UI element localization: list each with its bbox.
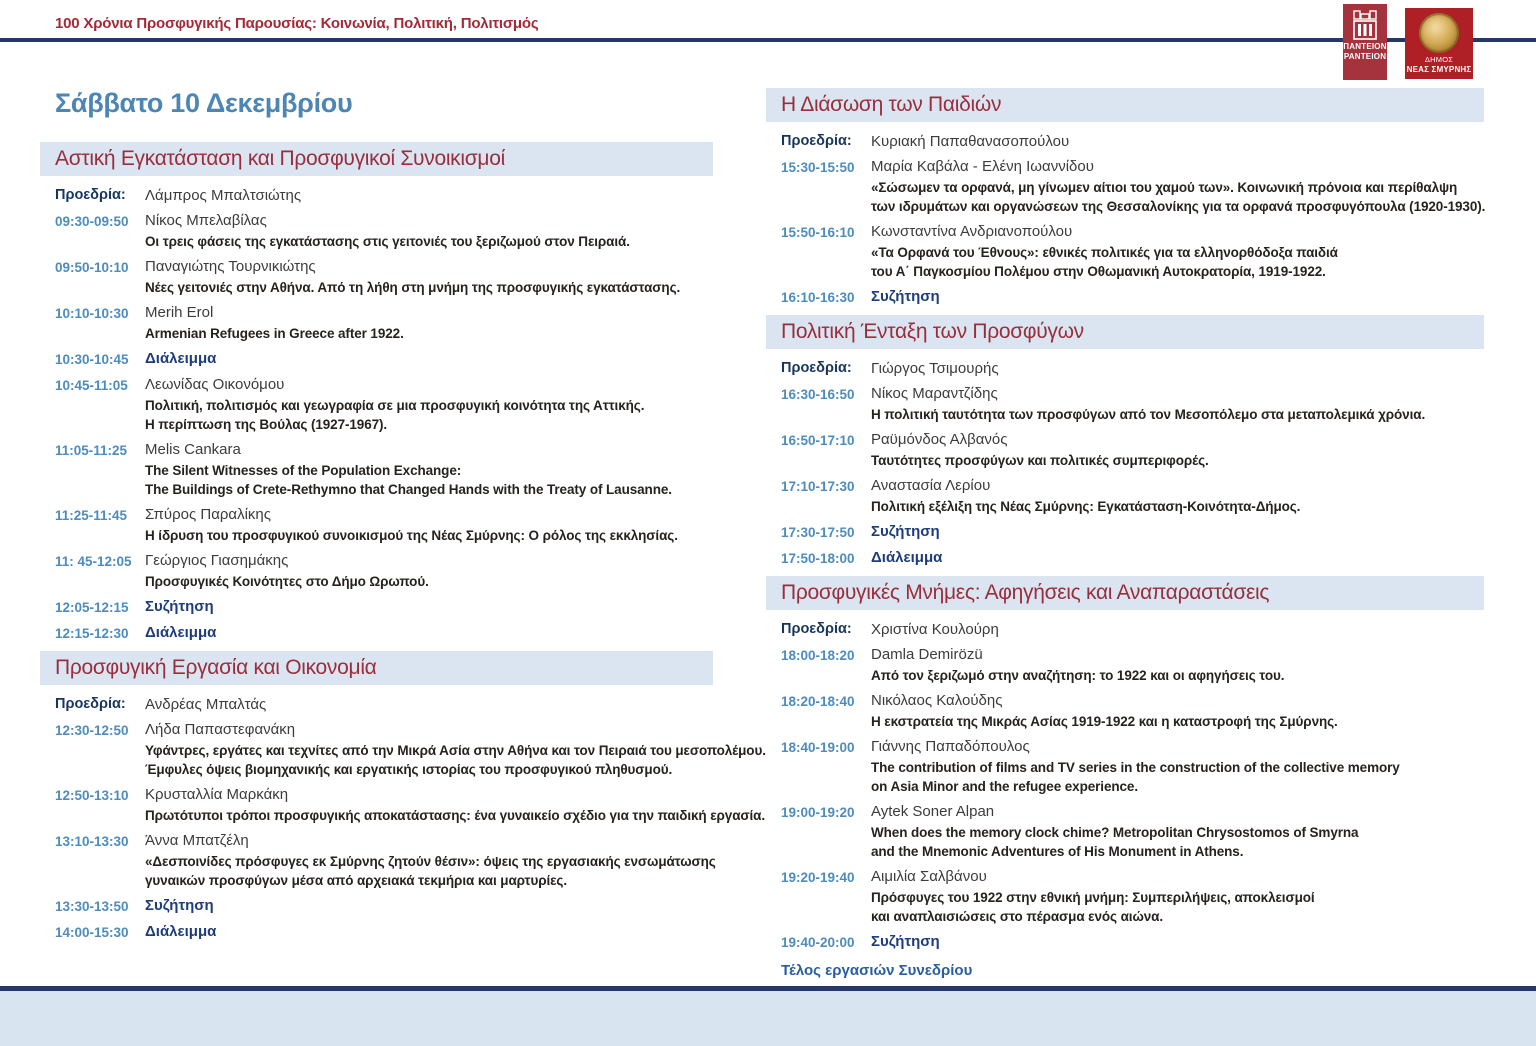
talk-item xyxy=(55,720,766,779)
talk-row xyxy=(781,430,1484,450)
break-time: 17:30-17:50 xyxy=(781,525,855,540)
section-items xyxy=(766,645,1484,952)
talk-title-line: του Α΄ Παγκοσμίου Πολέμου στην Οθωμανική Αυτοκρατορία, 1919-1922. xyxy=(871,264,1326,279)
talk-title-line: Πολιτική, πολιτισμός και γεωγραφία σε μια προσφυγική κοινότητα της Αττικής. xyxy=(145,398,645,413)
talk-titles xyxy=(871,497,1484,516)
talk-title-line: Ταυτότητες προσφύγων και πολιτικές συμπεριφορές. xyxy=(871,453,1209,468)
section-items xyxy=(40,211,713,643)
talk-title-line: Πρόσφυγες του 1922 στην εθνική μνήμη: Συμπεριλήψεις, αποκλεισμοί xyxy=(871,890,1315,905)
talk-titles xyxy=(871,823,1484,861)
break-row xyxy=(55,349,713,369)
talk-row xyxy=(55,257,713,277)
program-column-left xyxy=(40,88,766,950)
talk-title-line: γυναικών προσφύγων μέσα από αρχειακά τεκμήρια και μαρτυρίες. xyxy=(145,873,567,888)
talk-time: 16:30-16:50 xyxy=(781,387,855,402)
chair-label: Προεδρία: xyxy=(55,187,126,203)
talk-titles xyxy=(145,232,713,251)
talk-title-line: and the Mnemonic Adventures of His Monument in Athens. xyxy=(871,844,1244,859)
talk-titles xyxy=(145,461,713,499)
talk-title-line: Οι τρεις φάσεις της εγκατάστασης στις γειτονιές του ξεριζωμού στον Πειραιά. xyxy=(145,234,630,249)
speaker-name: Κωνσταντίνα Ανδριανοπούλου xyxy=(871,223,1073,240)
talk-item xyxy=(781,222,1484,281)
talk-titles xyxy=(871,405,1484,424)
talk-title-line: The contribution of films and TV series in the construction of the collective memory xyxy=(871,760,1400,775)
talk-row xyxy=(55,505,713,525)
talk-titles xyxy=(145,526,713,545)
talk-titles xyxy=(145,741,766,779)
break-row xyxy=(55,896,713,916)
talk-time: 11:05-11:25 xyxy=(55,443,128,458)
sections-left xyxy=(40,142,766,942)
talk-title-line: «Σώσωμεν τα ορφανά, μη γίνωμεν αίτιοι του χαμού των». Κοινωνική πρόνοια και περίθαλψη xyxy=(871,180,1458,195)
talk-titles xyxy=(145,278,713,297)
talk-row xyxy=(55,785,713,805)
break-item xyxy=(55,597,713,617)
talk-title-line: και αναπλαισιώσεις στο πέρασμα ενός αιώνα. xyxy=(871,909,1164,924)
talk-title-line: Η περίπτωση της Βούλας (1927-1967). xyxy=(145,417,388,432)
program-column-right xyxy=(766,88,1484,979)
talk-title-line: Νέες γειτονιές στην Αθήνα. Από τη λήθη στη μνήμη της προσφυγικής εγκατάστασης. xyxy=(145,280,681,295)
talk-time: 11:25-11:45 xyxy=(55,508,128,523)
chair-row xyxy=(55,186,713,205)
break-label: Συζήτηση xyxy=(871,523,940,540)
chair-row xyxy=(781,132,1484,151)
section-title: Προσφυγικές Μνήμες: Αφηγήσεις και Αναπαραστάσεις xyxy=(781,581,1270,604)
sections-right xyxy=(766,88,1484,952)
speaker-name: Λεωνίδας Οικονόμου xyxy=(145,376,285,393)
talk-row xyxy=(781,384,1484,404)
talk-item xyxy=(55,211,713,251)
break-label: Διάλειμμα xyxy=(145,923,217,940)
speaker-name: Νικόλαος Καλούδης xyxy=(871,692,1003,709)
chair-row xyxy=(781,620,1484,639)
speaker-name: Κρυσταλλία Μαρκάκη xyxy=(145,786,289,803)
program-section xyxy=(40,142,713,643)
talk-row xyxy=(781,691,1484,711)
speaker-name: Νίκος Μαραντζίδης xyxy=(871,385,998,402)
section-header-band xyxy=(766,576,1484,610)
talk-title-line: Από τον ξεριζωμό στην αναζήτηση: το 1922 και οι αφηγήσεις του. xyxy=(871,668,1285,683)
break-time: 12:15-12:30 xyxy=(55,626,129,641)
talk-time: 09:30-09:50 xyxy=(55,214,129,229)
section-title: Προσφυγική Εργασία και Οικονομία xyxy=(55,656,377,679)
break-label: Διάλειμμα xyxy=(145,624,217,641)
talk-title-line: «Τα Ορφανά του Έθνους»: εθνικές πολιτικές για τα ελληνορθόδοξα παιδιά xyxy=(871,245,1338,260)
talk-title-line: When does the memory clock chime? Metropolitan Chrysostomos of Smyrna xyxy=(871,825,1359,840)
chair-label: Προεδρία: xyxy=(781,360,852,376)
talk-time: 18:00-18:20 xyxy=(781,648,855,663)
header-rule xyxy=(0,38,1536,42)
talk-title-line: The Silent Witnesses of the Population Exchange: xyxy=(145,463,462,478)
talk-titles xyxy=(145,396,713,434)
program-section xyxy=(766,576,1484,952)
talk-titles xyxy=(145,324,713,343)
section-items xyxy=(766,157,1484,307)
talk-title-line: Υφάντρες, εργάτες και τεχνίτες από την Μικρά Ασία στην Αθήνα και τον Πειραιά του μεσοπολέμου. xyxy=(145,743,766,758)
break-label: Διάλειμμα xyxy=(145,350,217,367)
speaker-name: Damla Demirözü xyxy=(871,646,983,663)
speaker-name: Melis Cankara xyxy=(145,441,241,458)
speaker-name: Γεώργιος Γιασημάκης xyxy=(145,552,289,569)
speaker-name: Παναγιώτης Τουρνικιώτης xyxy=(145,258,316,275)
talk-row xyxy=(55,303,713,323)
break-row xyxy=(781,548,1484,568)
break-time: 16:10-16:30 xyxy=(781,290,855,305)
neas-smyrnis-seal-icon xyxy=(1419,13,1459,53)
talk-item xyxy=(55,831,716,890)
talk-time: 19:20-19:40 xyxy=(781,870,855,885)
talk-titles xyxy=(145,852,716,890)
break-item xyxy=(781,548,1484,568)
chair-row xyxy=(781,359,1484,378)
speaker-name: Αιμιλία Σαλβάνου xyxy=(871,868,987,885)
talk-time: 12:30-12:50 xyxy=(55,723,129,738)
section-title: Πολιτική Ένταξη των Προσφύγων xyxy=(781,320,1084,343)
break-time: 13:30-13:50 xyxy=(55,899,129,914)
break-row xyxy=(781,932,1484,952)
talk-item xyxy=(55,505,713,545)
talk-row xyxy=(781,867,1484,887)
break-row xyxy=(781,522,1484,542)
talk-time: 18:20-18:40 xyxy=(781,694,855,709)
speaker-name: Αναστασία Λερίου xyxy=(871,477,991,494)
break-label: Συζήτηση xyxy=(145,897,214,914)
talk-title-line: Η ίδρυση του προσφυγικού συνοικισμού της Νέας Σμύρνης: Ο ρόλος της εκκλησίας. xyxy=(145,528,678,543)
speaker-name: Άννα Μπατζέλη xyxy=(145,832,249,849)
break-label: Συζήτηση xyxy=(871,933,940,950)
panteion-building-icon xyxy=(1352,10,1378,40)
break-row xyxy=(55,597,713,617)
talk-row xyxy=(781,737,1484,757)
speaker-name: Λήδα Παπαστεφανάκη xyxy=(145,721,296,738)
talk-titles xyxy=(871,888,1484,926)
section-title: Η Διάσωση των Παιδιών xyxy=(781,93,1002,116)
talk-item xyxy=(55,551,713,591)
talk-time: 17:10-17:30 xyxy=(781,479,855,494)
talk-titles xyxy=(145,572,713,591)
speaker-name: Νίκος Μπελαβίλας xyxy=(145,212,267,229)
break-row xyxy=(55,623,713,643)
speaker-name: Μαρία Καβάλα - Ελένη Ιωαννίδου xyxy=(871,158,1094,175)
break-time: 14:00-15:30 xyxy=(55,925,129,940)
program-section xyxy=(766,88,1484,307)
talk-title-line: Armenian Refugees in Greece after 1922. xyxy=(145,326,404,341)
talk-time: 10:45-11:05 xyxy=(55,378,128,393)
chair-name: Λάμπρος Μπαλτσιώτης xyxy=(145,187,302,204)
talk-time: 13:10-13:30 xyxy=(55,834,129,849)
talk-time: 09:50-10:10 xyxy=(55,260,129,275)
talk-item xyxy=(55,785,766,825)
chair-name: Χριστίνα Κουλούρη xyxy=(871,621,999,638)
neas-smyrnis-logo-text-1: ΔΗΜΟΣ xyxy=(1424,55,1454,64)
speaker-name: Ραϋμόνδος Αλβανός xyxy=(871,431,1008,448)
section-header-band xyxy=(766,315,1484,349)
break-item xyxy=(55,623,713,643)
closing-note: Τέλος εργασιών Συνεδρίου xyxy=(781,962,973,979)
talk-time: 18:40-19:00 xyxy=(781,740,855,755)
talk-row xyxy=(781,802,1484,822)
break-item xyxy=(55,922,713,942)
talk-row xyxy=(55,375,713,395)
talk-item xyxy=(55,375,713,434)
talk-title-line: Προσφυγικές Κοινότητες στο Δήμο Ωρωπού. xyxy=(145,574,429,589)
talk-item xyxy=(781,157,1484,216)
break-row xyxy=(55,922,713,942)
speaker-name: Γιάννης Παπαδόπουλος xyxy=(871,738,1030,755)
talk-title-line: Πολιτική εξέλιξη της Νέας Σμύρνης: Εγκατάσταση-Κοινότητα-Δήμος. xyxy=(871,499,1301,514)
talk-title-line: Πρωτότυποι τρόποι προσφυγικής αποκατάστασης: ένα γυναικείο σχέδιο για την παιδική εργασία. xyxy=(145,808,766,823)
talk-item xyxy=(55,303,713,343)
talk-title-line: Έμφυλες όψεις βιομηχανικής και εργατικής ιστορίας του προσφυγικού πληθυσμού. xyxy=(145,762,673,777)
talk-titles xyxy=(871,666,1484,685)
panteion-logo-text-en: PANTEION xyxy=(1343,52,1387,61)
talk-item xyxy=(781,802,1484,861)
break-item xyxy=(781,287,1484,307)
talk-title-line: Η πολιτική ταυτότητα των προσφύγων από τον Μεσοπόλεμο στα μεταπολεμικά χρόνια. xyxy=(871,407,1426,422)
talk-row xyxy=(781,157,1484,177)
talk-title-line: «Δεσποινίδες πρόσφυγες εκ Σμύρνης ζητούν θέσιν»: όψεις της εργασιακής ενσωμάτωσης xyxy=(145,854,716,869)
talk-time: 19:00-19:20 xyxy=(781,805,855,820)
chair-label: Προεδρία: xyxy=(781,621,852,637)
talk-titles xyxy=(871,451,1484,470)
break-time: 12:05-12:15 xyxy=(55,600,129,615)
section-items xyxy=(766,384,1484,568)
talk-item xyxy=(781,691,1484,731)
speaker-name: Σπύρος Παραλίκης xyxy=(145,506,271,523)
break-label: Διάλειμμα xyxy=(871,549,943,566)
talk-row xyxy=(55,440,713,460)
break-row xyxy=(781,287,1484,307)
program-section xyxy=(40,651,766,942)
section-header-band xyxy=(40,651,713,685)
talk-time: 15:50-16:10 xyxy=(781,225,855,240)
neas-smyrnis-logo xyxy=(1405,8,1473,79)
talk-row xyxy=(781,645,1484,665)
talk-title-line: The Buildings of Crete-Rethymno that Changed Hands with the Treaty of Lausanne. xyxy=(145,482,672,497)
talk-item xyxy=(781,737,1484,796)
neas-smyrnis-logo-text-2: ΝΕΑΣ ΣΜΥΡΝΗΣ xyxy=(1406,65,1472,74)
talk-title-line: Η εκστρατεία της Μικράς Ασίας 1919-1922 και η καταστροφή της Σμύρνης. xyxy=(871,714,1338,729)
break-item xyxy=(781,522,1484,542)
break-time: 19:40-20:00 xyxy=(781,935,855,950)
program-section xyxy=(766,315,1484,568)
break-time: 17:50-18:00 xyxy=(781,551,855,566)
talk-time: 10:10-10:30 xyxy=(55,306,129,321)
break-time: 10:30-10:45 xyxy=(55,352,129,367)
break-item xyxy=(781,932,1484,952)
talk-title-line: των ιδρυμάτων και οργανώσεων της Θεσσαλονίκης για τα ορφανά προσφυγόπουλα (1920-1930). xyxy=(871,199,1486,214)
section-title: Αστική Εγκατάσταση και Προσφυγικοί Συνοικισμοί xyxy=(55,147,505,170)
talk-time: 12:50-13:10 xyxy=(55,788,129,803)
talk-row xyxy=(781,222,1484,242)
footer-band xyxy=(0,991,1536,1046)
break-label: Συζήτηση xyxy=(145,598,214,615)
break-item xyxy=(55,896,713,916)
break-label: Συζήτηση xyxy=(871,288,940,305)
talk-row xyxy=(55,211,713,231)
panteion-logo xyxy=(1343,4,1387,80)
talk-row xyxy=(55,720,713,740)
section-items xyxy=(40,720,766,942)
talk-titles xyxy=(871,758,1484,796)
talk-time: 15:30-15:50 xyxy=(781,160,855,175)
talk-titles xyxy=(871,243,1484,281)
talk-item xyxy=(55,440,713,499)
speaker-name: Merih Erol xyxy=(145,304,214,321)
panteion-logo-text-gr: ΠΑΝΤΕΙΟΝ xyxy=(1343,42,1387,51)
talk-row xyxy=(55,551,713,571)
talk-item xyxy=(781,384,1484,424)
talk-item xyxy=(781,867,1484,926)
talk-item xyxy=(781,476,1484,516)
talk-item xyxy=(55,257,713,297)
section-header-band xyxy=(40,142,713,176)
chair-label: Προεδρία: xyxy=(55,696,126,712)
section-header-band xyxy=(766,88,1484,122)
talk-title-line: on Asia Minor and the refugee experience. xyxy=(871,779,1138,794)
talk-time: 11: 45-12:05 xyxy=(55,554,132,569)
talk-item xyxy=(781,645,1484,685)
chair-name: Κυριακή Παπαθανασοπούλου xyxy=(871,133,1070,150)
break-item xyxy=(55,349,713,369)
chair-name: Γιώργος Τσιμουρής xyxy=(871,360,999,377)
chair-label: Προεδρία: xyxy=(781,133,852,149)
talk-titles xyxy=(871,178,1484,216)
chair-row xyxy=(55,695,713,714)
talk-titles xyxy=(145,806,766,825)
talk-row xyxy=(781,476,1484,496)
speaker-name: Aytek Soner Alpan xyxy=(871,803,995,820)
talk-titles xyxy=(871,712,1484,731)
talk-item xyxy=(781,430,1484,470)
conference-title: 100 Χρόνια Προσφυγικής Παρουσίας: Κοινωνία, Πολιτική, Πολιτισμός xyxy=(55,15,539,32)
day-title: Σάββατο 10 Δεκεμβρίου xyxy=(55,88,353,118)
talk-time: 16:50-17:10 xyxy=(781,433,855,448)
chair-name: Ανδρέας Μπαλτάς xyxy=(145,696,267,713)
talk-row xyxy=(55,831,713,851)
